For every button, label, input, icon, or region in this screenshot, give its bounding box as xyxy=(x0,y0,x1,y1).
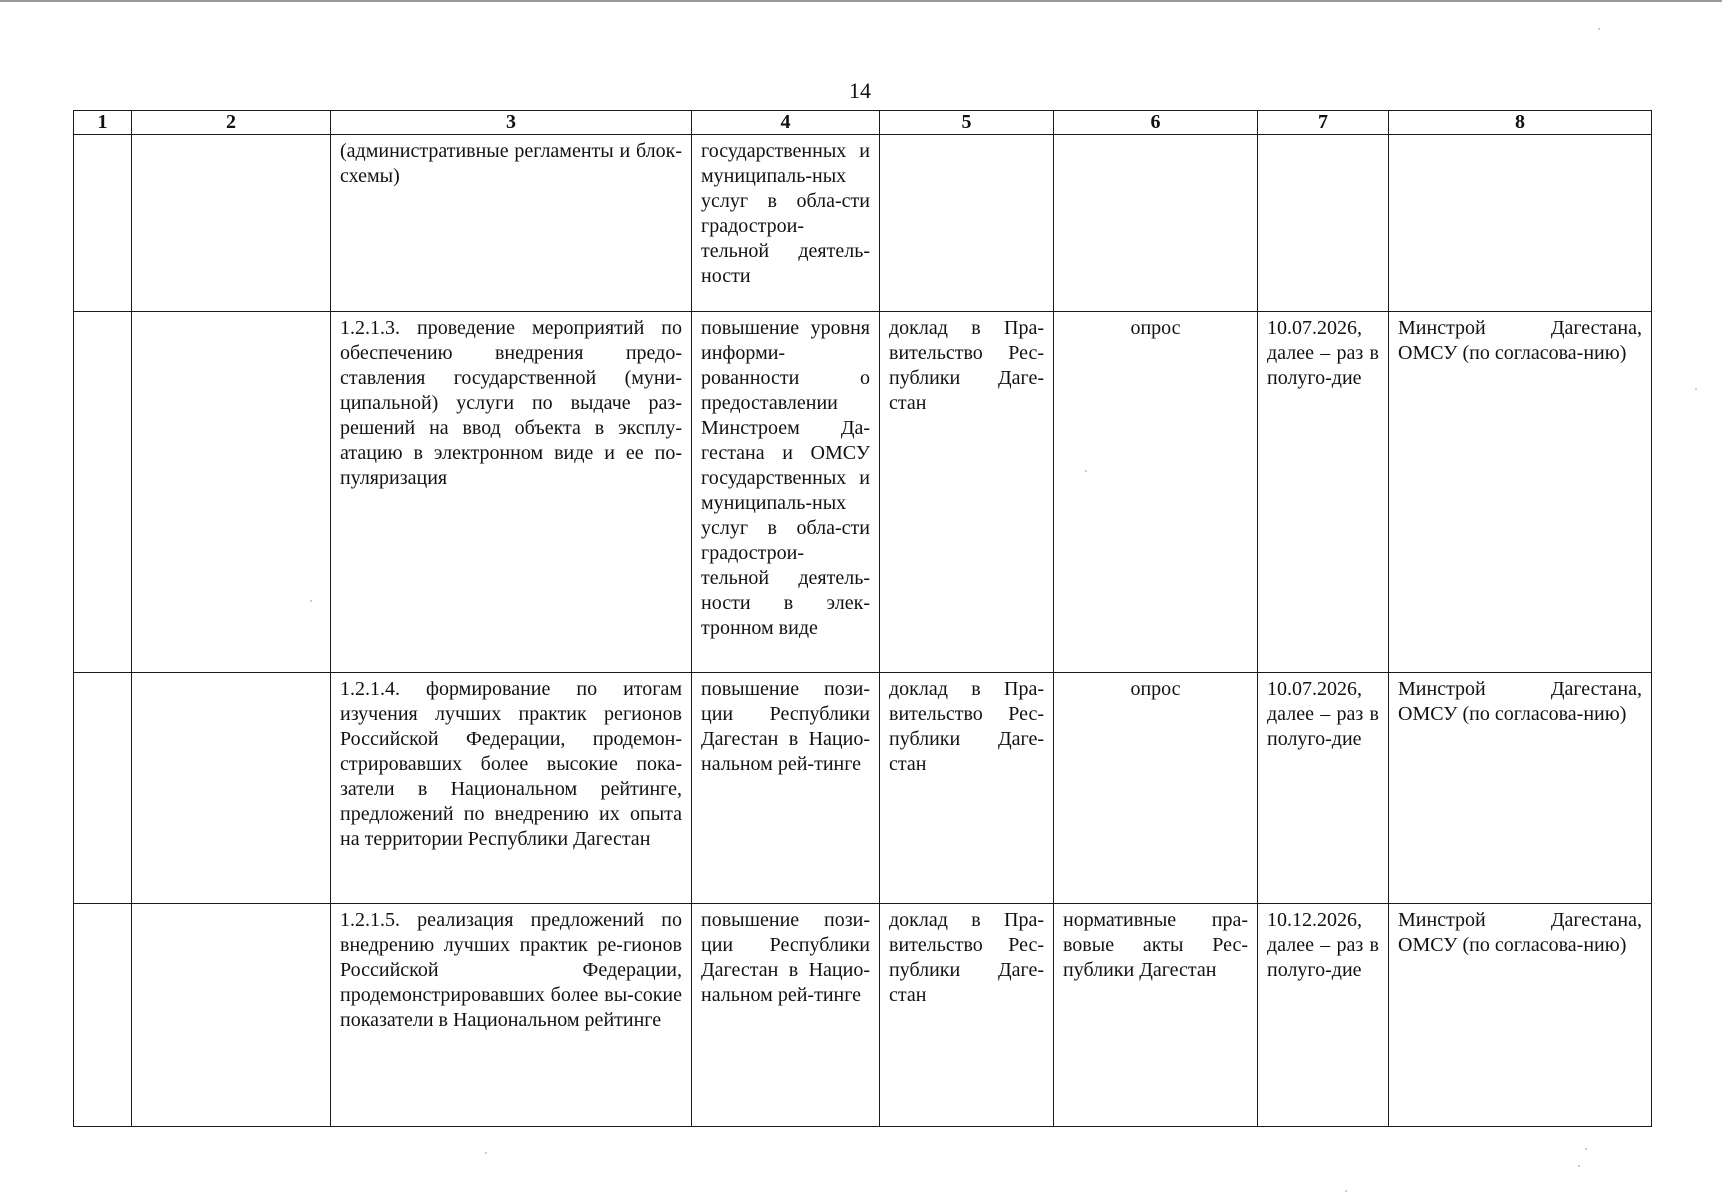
scan-top-edge xyxy=(0,0,1722,2)
column-header-3: 3 xyxy=(331,111,692,135)
scan-speck xyxy=(485,1152,487,1154)
column-header-6: 6 xyxy=(1054,111,1258,135)
table-cell-number xyxy=(74,312,132,673)
table-cell-task xyxy=(132,673,331,904)
table-row xyxy=(74,135,1652,312)
table-cell-deadline xyxy=(1258,135,1389,312)
table-cell-method: нормативные пра-вовые акты Рес-публики Дагестан xyxy=(1054,904,1258,1127)
table-cell-method: опрос xyxy=(1054,312,1258,673)
page-number: 14 xyxy=(849,78,871,103)
table-cell-report: доклад в Пра-вительство Рес-публики Даге-стан xyxy=(880,904,1054,1127)
table-cell-measure: 1.2.1.3. проведение мероприятий по обеспечению внедрения предо-ставления государственной (муни-ципальной) услуги по выдаче раз-решений на ввод объекта в эксплу-атацию в электронном виде и ее по-пуляризация xyxy=(331,312,692,673)
table-cell-result: повышение уровня информи-рованности о предоставлении Минстроем Да-гестана и ОМСУ государственных и муниципаль-ных услуг в обла-сти градострои-тельной деятель-ности в элек-тронном виде xyxy=(692,312,880,673)
table-cell-number xyxy=(74,673,132,904)
scan-speck xyxy=(1345,1190,1347,1192)
table-cell-deadline: 10.07.2026, далее – раз в полуго-дие xyxy=(1258,312,1389,673)
column-header-8: 8 xyxy=(1389,111,1652,135)
table-cell-number xyxy=(74,904,132,1127)
header-row xyxy=(74,111,1652,135)
column-header-1: 1 xyxy=(74,111,132,135)
table-cell-measure: (административные регламенты и блок-схемы) xyxy=(331,135,692,312)
table-cell-measure: 1.2.1.5. реализация предложений по внедрению лучших практик ре-гионов Российской Федерации, продемонстрировавших более вы-сокие показатели в Национальном рейтинге xyxy=(331,904,692,1127)
table-cell-task xyxy=(132,135,331,312)
column-header-5: 5 xyxy=(880,111,1054,135)
table-cell-deadline: 10.12.2026, далее – раз в полуго-дие xyxy=(1258,904,1389,1127)
column-header-7: 7 xyxy=(1258,111,1389,135)
scan-speck xyxy=(310,600,312,602)
table-cell-report xyxy=(880,135,1054,312)
table-cell-responsible: Минстрой Дагестана, ОМСУ (по согласова-нию) xyxy=(1389,673,1652,904)
scan-speck xyxy=(1598,28,1600,30)
table-cell-result: повышение пози-ции Республики Дагестан в Нацио-нальном рей-тинге xyxy=(692,904,880,1127)
scan-speck xyxy=(1585,1148,1587,1150)
table-cell-number xyxy=(74,135,132,312)
table-cell-result: повышение пози-ции Республики Дагестан в Нацио-нальном рей-тинге xyxy=(692,673,880,904)
plan-table xyxy=(73,110,1652,1127)
table-cell-task xyxy=(132,312,331,673)
table-row xyxy=(74,904,1652,1127)
column-header-4: 4 xyxy=(692,111,880,135)
table-cell-report: доклад в Пра-вительство Рес-публики Даге-стан xyxy=(880,673,1054,904)
table-cell-method: опрос xyxy=(1054,673,1258,904)
scan-speck xyxy=(1578,1165,1580,1167)
table-cell-result: государственных и муниципаль-ных услуг в обла-сти градострои-тельной деятель-ности xyxy=(692,135,880,312)
table-cell-responsible: Минстрой Дагестана, ОМСУ (по согласова-нию) xyxy=(1389,904,1652,1127)
table-row xyxy=(74,312,1652,673)
table-row xyxy=(74,673,1652,904)
table-cell-responsible xyxy=(1389,135,1652,312)
scan-speck xyxy=(1695,388,1697,390)
table-cell-deadline: 10.07.2026, далее – раз в полуго-дие xyxy=(1258,673,1389,904)
table-cell-measure: 1.2.1.4. формирование по итогам изучения лучших практик регионов Российской Федерации, продемон-стрировавших более высокие пока-затели в Национальном рейтинге, предложений по внедрению их опыта на территории Республики Дагестан xyxy=(331,673,692,904)
scan-speck xyxy=(1085,470,1087,472)
table-cell-report: доклад в Пра-вительство Рес-публики Даге-стан xyxy=(880,312,1054,673)
table-cell-task xyxy=(132,904,331,1127)
column-header-2: 2 xyxy=(132,111,331,135)
table-cell-method xyxy=(1054,135,1258,312)
table-cell-responsible: Минстрой Дагестана, ОМСУ (по согласова-нию) xyxy=(1389,312,1652,673)
